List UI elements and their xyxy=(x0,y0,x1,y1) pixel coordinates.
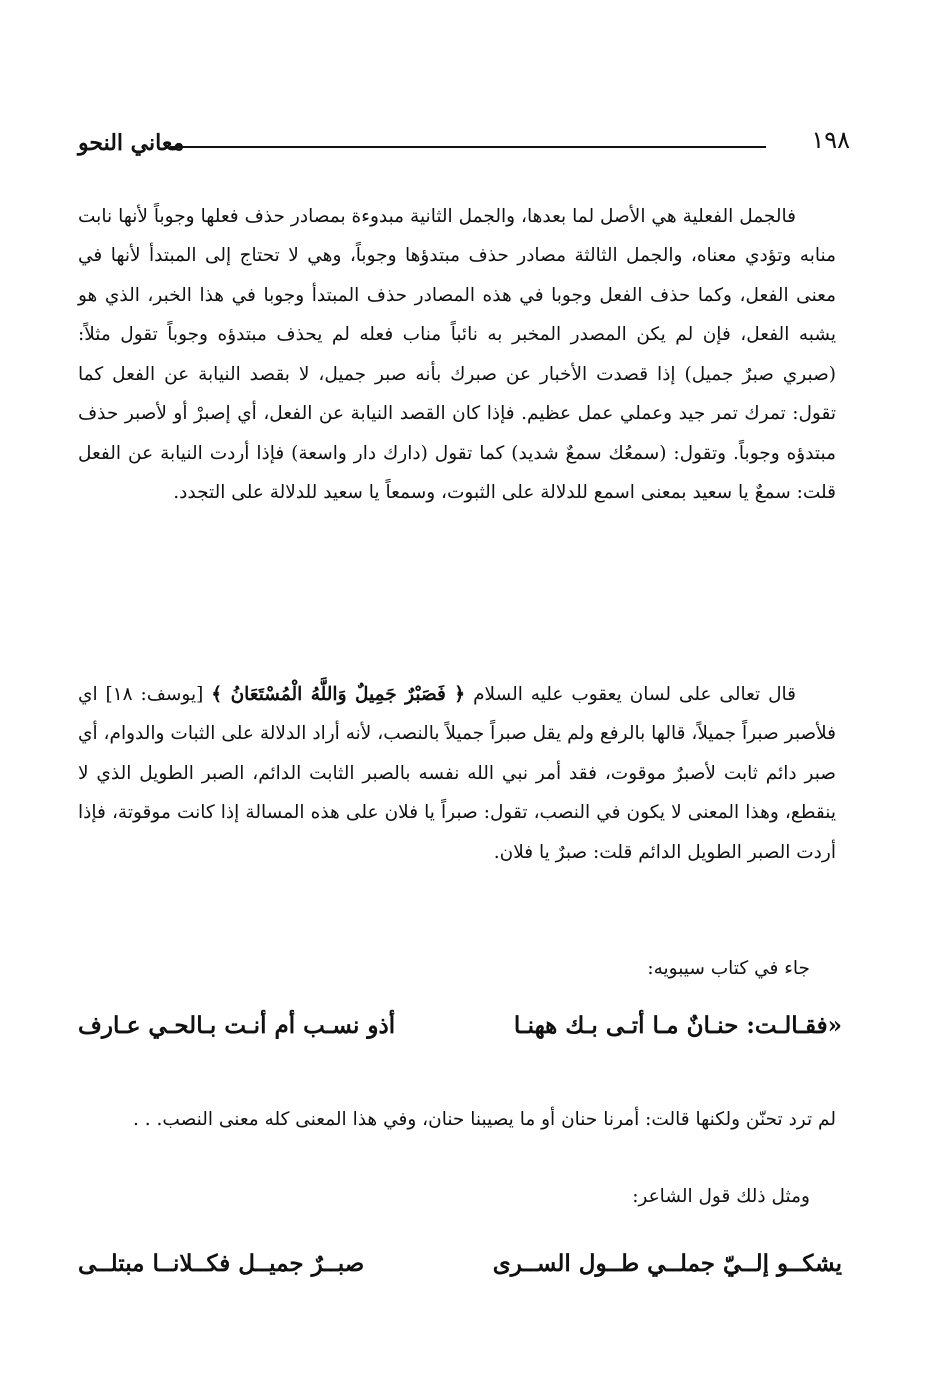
paragraph-nominal-sentences: فالجمل الفعلية هي الأصل لما بعدها، والجمل الثانية مبدوءة بمصادر حذف فعلها وجوباً لأنها نابت منابه وتؤدي معناه، والجمل الثالثة مصادر حذف مبتدؤها وجوباً، وهي لا تحتاج إلى المبتدأ لأنها في معنى الفعل، وكما حذف الفعل وجوبا في هذه المصادر حذف المبتدأ وجوبا في هذا الخبر، الذي هو يشبه الفعل، فإن لم يكن المصدر المخبر به نائباً مناب فعله لم يحذف مبتدؤه وجوباً تقول مثلاً: (صبري صبرٌ جميل) إذا قصدت الأخبار عن صبرك بأنه صبر جميل، لا بقصد النيابة عن الفعل كما تقول: تمرك تمر جيد وعملي عمل عظيم. فإذا كان القصد النيابة عن الفعل، أي إصبرْ أو لأصبر حذف مبتدؤه وجوباً. وتقول: (سمعُك سمعٌ شديد) كما تقول (دارك دار واسعة) فإذا أردت النيابة عن الفعل قلت: سمعٌ يا سعيد بمعنى اسمع للدلالة على الثبوت، وسمعاً يا سعيد للدلالة على التجدد. xyxy=(78,205,836,503)
quran-verse: ﴿ فَصَبْرٌ جَمِيلٌ وَاللَّهُ الْمُسْتَعَانُ ﴾ xyxy=(211,683,466,705)
verse-1-second-hemistich: أذو نسـب أم أنـت بـالحـي عـارف xyxy=(78,1012,396,1039)
verse-1-first-hemistich: «فقـالـت: حنـانٌ مـا أتـى بـك ههنـا xyxy=(513,1012,842,1039)
poet-citation-intro: ومثل ذلك قول الشاعر: xyxy=(632,1186,810,1207)
running-header xyxy=(78,124,850,164)
paragraph-hanan-explanation: لم ترد تحنّن ولكنها قالت: أمرنا حنان أو ما يصيبنا حنان، وفي هذا المعنى كله معنى النصب. . . xyxy=(133,1108,836,1130)
header-rule xyxy=(170,146,766,148)
paragraph-quran-commentary xyxy=(78,675,836,873)
verse-2-second-hemistich: صبــرٌ جميــل فكــلانــا مبتلــى xyxy=(78,1250,365,1277)
quran-intro-text: قال تعالى على لسان يعقوب عليه السلام xyxy=(473,683,797,705)
quran-commentary-text: [يوسف: ١٨] اي فلأصبر صبراً جميلاً، قالها بالرفع ولم يقل صبراً جميلاً بالنصب، لأنه أراد الدلالة على الثبات والدوام، أي صبر دائم ثابت لأصبرٌ موقوت، فقد أمر نبي الله نفسه بالصبر الثابت الدائم، الصبر الطويل الذي لا ينقطع، وهذا المعنى لا يكون في النصب، تقول: صبراً يا فلان على هذه المسالة إذا كانت موقوتة، فإذا أردت الصبر الطويل الدائم قلت: صبرٌ يا فلان. xyxy=(78,683,836,863)
verse-2-first-hemistich: يشكــو إلــيّ جملــي طــول الســرى xyxy=(492,1250,842,1277)
poetry-verse-1 xyxy=(78,1012,842,1052)
book-title: معاني النحو xyxy=(78,130,185,156)
poetry-verse-2 xyxy=(78,1250,842,1290)
sibawayh-citation-intro: جاء في كتاب سيبويه: xyxy=(647,958,810,979)
page-number: ١٩٨ xyxy=(811,126,850,154)
